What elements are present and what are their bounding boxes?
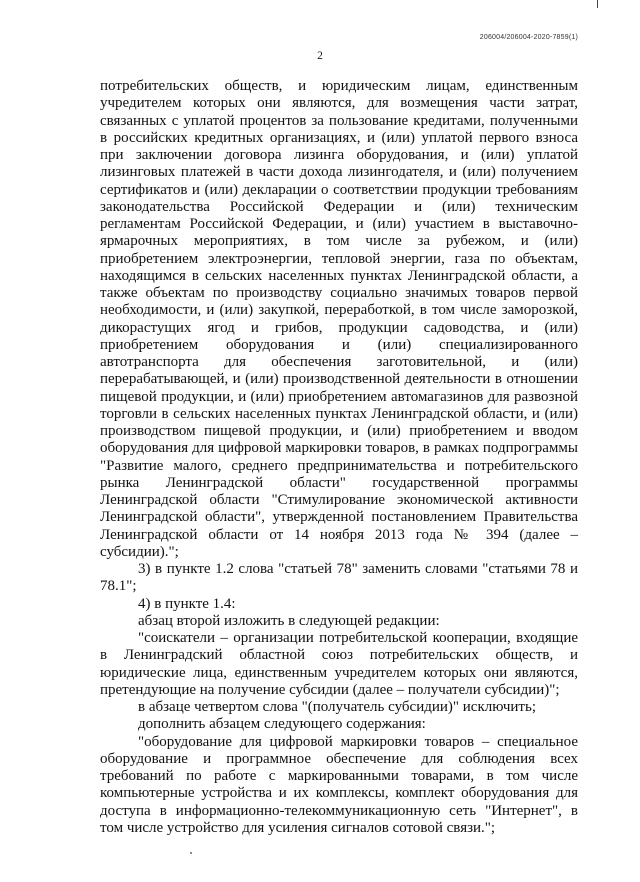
page-number: 2 (317, 50, 323, 62)
document-body (100, 78, 578, 837)
paragraph-item-4: 4) в пункте 1.4: (138, 595, 236, 612)
document-id: 206004/206004-2020-7859(1) (479, 34, 578, 41)
paragraph-item-3: 3) в пункте 1.2 слова "статьей 78" заменить словами "статьями 78 и 78.1"; (100, 561, 578, 595)
paragraph-quote-equipment: "оборудование для цифровой маркировки товаров – специальное оборудование и программное обеспечение для соблюдения всех требований по работе с маркированными товарами, в том числе компьютерные устройства и их комплексы, комплект оборудования для доступа в информационно-телекоммуникационную сеть "Интернет", в том числе устройство для усиления сигналов сотовой связи."; (100, 733, 578, 836)
scan-mark (597, 0, 598, 8)
paragraph-quote-applicants: "соискатели – организации потребительской кооперации, входящие в Ленинградский областной союз потребительских обществ, и юридические лица, единственным учредителем которых они являются, претендующие на получение субсидии (далее – получатели субсидии)"; (100, 630, 578, 698)
paragraph-continuation: потребительских обществ, и юридическим лицам, единственным учредителем которых они являются, для возмещения части затрат, связанных с уплатой процентов за пользование кредитами, полученными в российских кредитных организациях, и (или) уплатой первого взноса при заключении договора лизинга оборудования, и (или) уплатой лизинговых платежей в части дохода лизингодателя, и (или) получением сертификатов и (или) декларации о соответствии продукции требованиям законодательства Российской Федерации и (или) техническим регламентам Российской Федерации, и (или) участием в выставочно-ярмарочных мероприятиях, в том числе за рубежом, и (или) приобретением электроэнергии, тепловой энергии, газа по объектам, находящимся в сельских населенных пунктах Ленинградской области, а также объектам по производству социально значимых товаров первой необходимости, и (или) закупкой, переработкой, в том числе заморозкой, дикорастущих ягод и грибов, продукции садоводства, и (или) приобретением оборудования и (или) специализированного автотранспорта для обеспечения заготовительной, и (или) перерабатывающей, и (или) производственной деятельности в отношении пищевой продукции, и (или) приобретением автомагазинов для развозной торговли в сельских населенных пунктах Ленинградской области, и (или) производством пищевой продукции, и (или) приобретением и вводом оборудования для цифровой маркировки товаров, в рамках подпрограммы "Развитие малого, среднего предпринимательства и потребительского рынка Ленинградской области" государственной программы Ленинградской области "Стимулирование экономической активности Ленинградской области", утвержденной постановлением Правительства Ленинградской области от 14 ноября 2013 года № 394 (далее – субсидии)."; (100, 78, 578, 560)
paragraph-instruction-add: дополнить абзацем следующего содержания: (138, 716, 426, 733)
paragraph-instruction: абзац второй изложить в следующей редакции: (138, 612, 440, 629)
paragraph-instruction-exclude: в абзаце четвертом слова "(получатель субсидии)" исключить; (138, 699, 536, 715)
scan-speck (190, 852, 192, 854)
